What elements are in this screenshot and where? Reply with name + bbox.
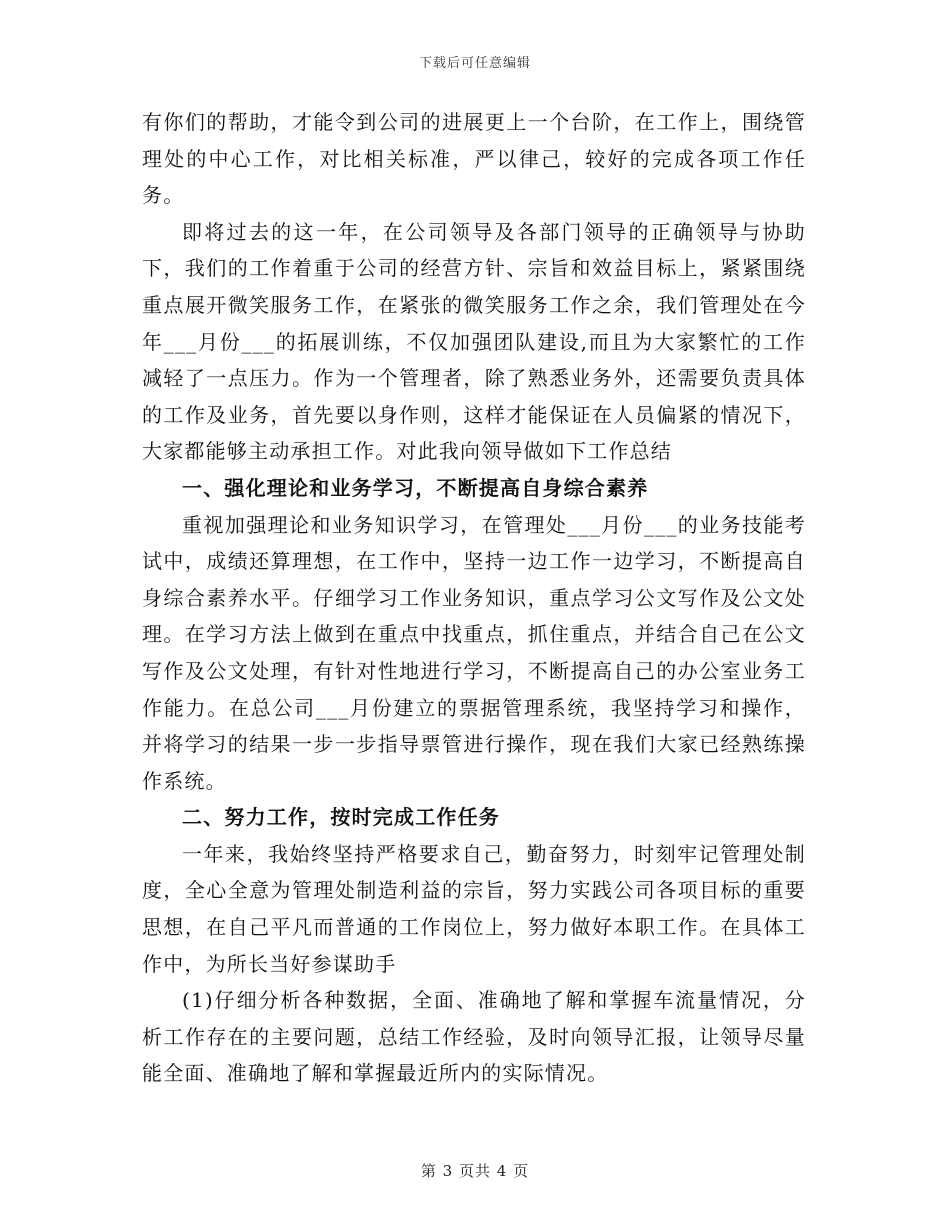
paragraph-1: 有你们的帮助，才能令到公司的进展更上一个台阶，在工作上，围绕管理处的中心工作，对比相关标准，严以律己，较好的完成各项工作任务。 [142, 110, 806, 208]
section-heading-2: 二、努力工作，按时完成工作任务 [182, 805, 500, 830]
header-note: 下载后可任意编辑 [418, 56, 531, 71]
page-number-footer: 第 3 页共 4 页 [420, 1162, 530, 1180]
paragraph-4: 一年来，我始终坚持严格要求自己，勤奋努力，时刻牢记管理处制度，全心全意为管理处制造利益的宗旨，努力实践公司各项目标的重要思想，在自己平凡而普通的工作岗位上，努力做好本职工作。在具体工作中，为所长当好参谋助手 [142, 841, 806, 976]
section-heading-1: 一、强化理论和业务学习，不断提高自身综合素养 [182, 475, 649, 500]
paragraph-5: (1)仔细分析各种数据，全面、准确地了解和掌握车流量情况，分析工作存在的主要问题，总结工作经验，及时向领导汇报，让领导尽量能全面、准确地了解和掌握最近所内的实际情况。 [142, 988, 806, 1086]
paragraph-3: 重视加强理论和业务知识学习，在管理处___月份___的业务技能考试中，成绩还算理想，在工作中，坚持一边工作一边学习，不断提高自身综合素养水平。仔细学习工作业务知识，重点学习公文写作及公文处理。在学习方法上做到在重点中找重点，抓住重点，并结合自己在公文写作及公文处理，有针对性地进行学习，不断提高自己的办公室业务工作能力。在总公司___月份建立的票据管理系统，我坚持学习和操作，并将学习的结果一步一步指导票管进行操作，现在我们大家已经熟练操作系统。 [142, 512, 806, 793]
document-body [142, 104, 806, 1092]
paragraph-2: 即将过去的这一年，在公司领导及各部门领导的正确领导与协助下，我们的工作着重于公司的经营方针、宗旨和效益目标上，紧紧围绕重点展开微笑服务工作，在紧张的微笑服务工作之余，我们管理处在今年___月份___的拓展训练，不仅加强团队建设,而且为大家繁忙的工作减轻了一点压力。作为一个管理者，除了熟悉业务外，还需要负责具体的工作及业务，首先要以身作则，这样才能保证在人员偏紧的情况下，大家都能够主动承担工作。对此我向领导做如下工作总结 [142, 219, 806, 464]
